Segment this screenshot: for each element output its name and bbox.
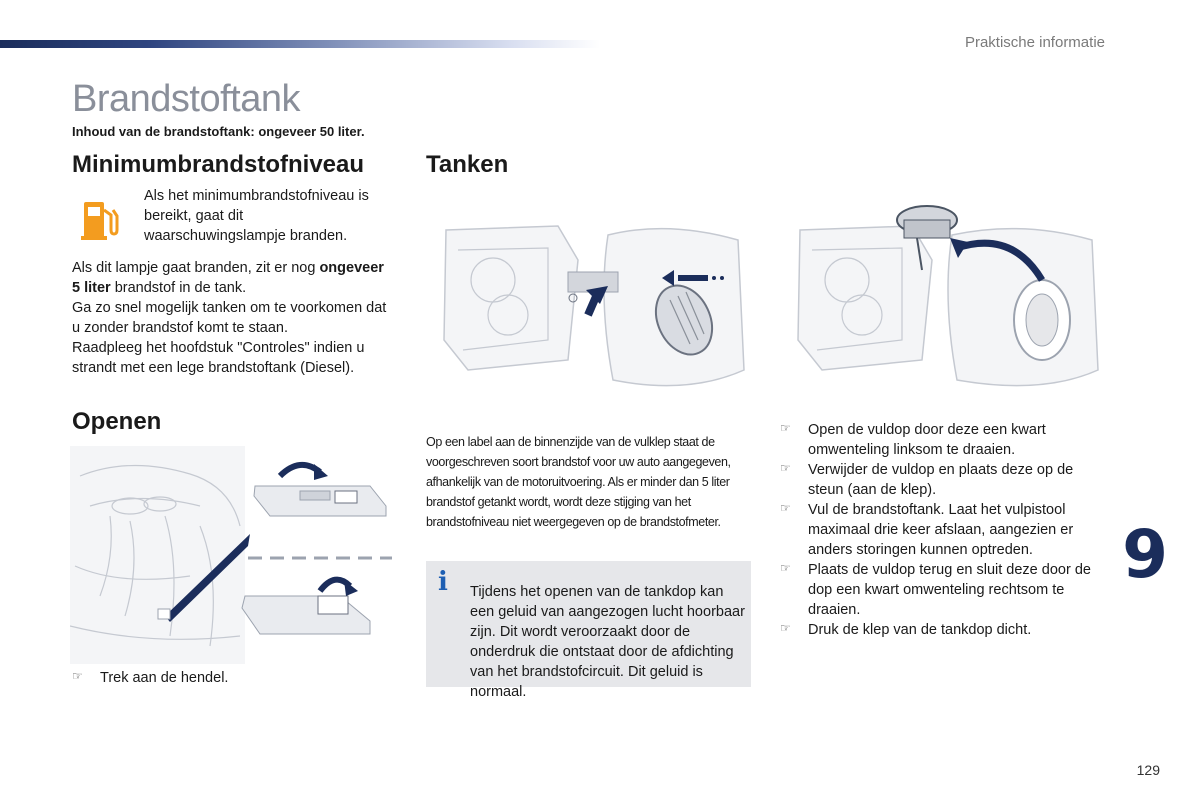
minimum-line-2: Ga zo snel mogelijk tanken om te voorkomen dat u zonder brandstof komt te staan.	[72, 300, 387, 336]
openen-step-text: Trek aan de hendel.	[100, 670, 229, 686]
minimum-line-1-bold: ongeveer 5 liter	[72, 260, 384, 296]
openen-step	[72, 668, 392, 688]
info-box	[426, 561, 751, 700]
info-icon: i	[438, 567, 448, 597]
list-item	[780, 420, 1110, 460]
page-number: 129	[1136, 762, 1160, 778]
step-text: Druk de klep van de tankdop dicht.	[808, 622, 1032, 638]
minimum-line-1-a: Als dit lampje gaat branden, zit er nog	[72, 260, 316, 276]
fuel-label-text: Op een label aan de binnenzijde van de vulklep staat de voorgeschreven soort brandstof voor uw auto aangegeven, afhankelijk van de motoruitvoering. Als er minder dan 5 liter brandstof getankt wordt, wordt deze stijging van het brandstofniveau niet weergegeven op de brandstofmeter.	[426, 434, 731, 529]
heading-minimum: Minimumbrandstofniveau	[72, 151, 365, 178]
section-header: Praktische informatie	[964, 34, 1105, 51]
fuel-cap-removal-illustration	[792, 200, 1104, 400]
hand-pointer-icon: ☞	[780, 561, 791, 575]
minimum-line-1	[72, 258, 392, 298]
list-item	[780, 460, 1110, 500]
heading-tanken: Tanken	[426, 151, 509, 178]
page-subtitle: Inhoud van de brandstoftank: ongeveer 50 liter.	[72, 124, 365, 139]
minimum-line-1-b: brandstof in de tank.	[110, 280, 247, 296]
warning-lamp-text: Als het minimumbrandstofniveau is bereikt, gaat dit waarschuwingslampje branden.	[144, 188, 369, 244]
heading-openen: Openen	[72, 408, 162, 435]
step-text: Vul de brandstoftank. Laat het vulpistool maximaal drie keer afslaan, aangezien er anders storingen kunnen optreden.	[808, 502, 1074, 558]
lever-illustration	[70, 446, 392, 664]
hand-pointer-icon: ☞	[780, 501, 791, 515]
list-item	[780, 620, 1110, 640]
fuel-flap-label-illustration	[438, 220, 750, 400]
list-item	[780, 560, 1110, 620]
hand-pointer-icon: ☞	[780, 421, 791, 435]
hand-pointer-icon: ☞	[72, 669, 83, 683]
info-text: Tijdens het openen van de tankdop kan een geluid van aangezogen lucht hoorbaar zijn. Dit wordt veroorzaakt door de onderdruk die ontstaat door de afdichting van het brandstofcircuit. Dit geluid is normaal.	[470, 583, 745, 700]
page-title: Brandstoftank	[72, 78, 300, 120]
header-gradient-bar	[0, 40, 600, 48]
list-item	[780, 500, 1110, 560]
step-text: Verwijder de vuldop en plaats deze op de steun (aan de klep).	[808, 462, 1074, 498]
fuel-pump-icon	[78, 196, 122, 244]
step-text: Open de vuldop door deze een kwart omwenteling linksom te draaien.	[808, 422, 1046, 458]
step-text: Plaats de vuldop terug en sluit deze door de dop een kwart omwenteling rechtsom te draaien.	[808, 562, 1091, 618]
minimum-line-3: Raadpleeg het hoofdstuk "Controles" indien u strandt met een lege brandstoftank (Diesel).	[72, 340, 365, 376]
tanken-steps	[780, 420, 1110, 640]
minimum-body	[72, 258, 392, 378]
hand-pointer-icon: ☞	[780, 621, 791, 635]
hand-pointer-icon: ☞	[780, 461, 791, 475]
chapter-number: 9	[1122, 516, 1168, 593]
